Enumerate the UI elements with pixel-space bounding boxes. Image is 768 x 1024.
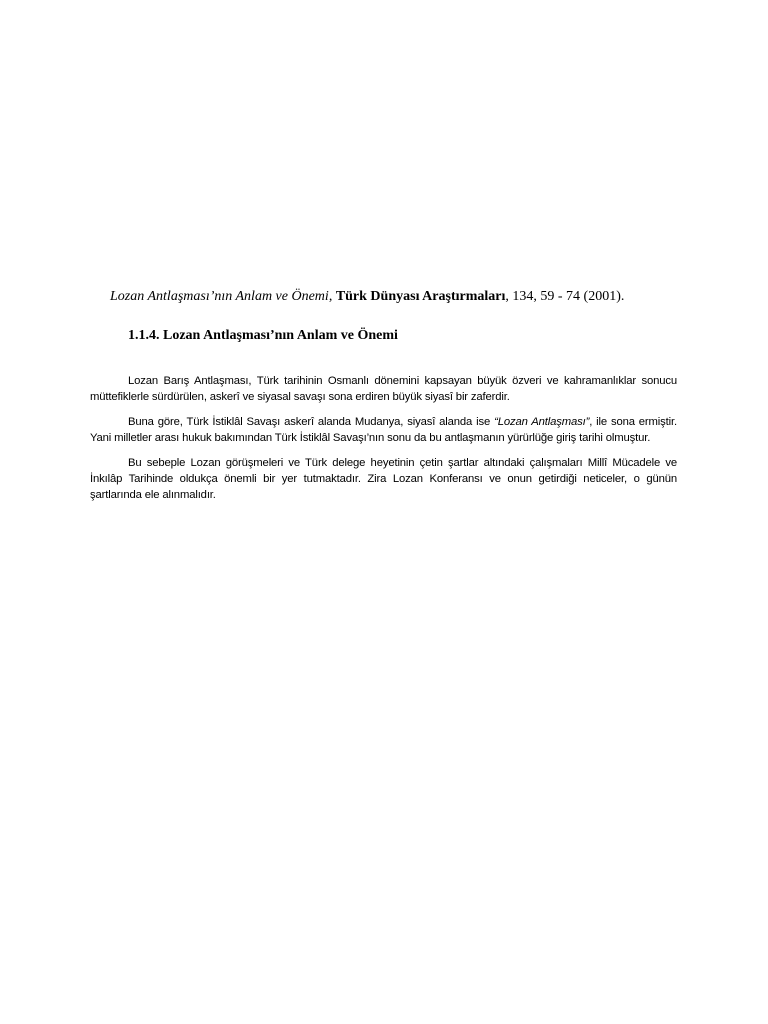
paragraph-3: Bu sebeple Lozan görüşmeleri ve Türk delege heyetinin çetin şartlar altındaki çalışmaları Millî Mücadele ve İnkılâp Tarihinde oldukça önemli bir yer tutmaktadır. Zira Lozan Konferansı ve onun getirdiği neticeler, o günün şartlarında ele alınmalıdır. [90,457,677,501]
paragraph-2-quote: “Lozan Antlaşması” [494,416,590,428]
paragraph-2 [90,414,677,446]
citation-separator: , [328,289,336,304]
paragraph-2-text-start: Buna göre, Türk İstiklâl Savaşı askerî alanda Mudanya, siyasî alanda ise [128,416,495,428]
citation-title: Lozan Antlaşması’nın Anlam ve Önemi [110,289,329,304]
citation-line [110,288,710,306]
paragraph-2-text-end: , ile sona ermiştir. Yani milletler arası hukuk bakımından Türk İstiklâl Savaşı’nın sonu da bu antlaşmanın yürürlüğe giriş tarihi olmuştur. [90,416,677,444]
section-heading: 1.1.4. Lozan Antlaşması’nın Anlam ve Önemi [128,328,398,343]
paragraph-1: Lozan Barış Antlaşması, Türk tarihinin Osmanlı dönemini kapsayan büyük özveri ve kahramanlıklar sonucu müttefiklerle sürdürülen, askerî ve siyasal savaşı sona erdiren büyük siyasî bir zaferdir. [90,375,677,403]
citation-journal: Türk Dünyası Araştırmaları [335,289,506,304]
citation-details: , 134, 59 - 74 (2001). [505,289,625,304]
body-text [90,373,677,512]
